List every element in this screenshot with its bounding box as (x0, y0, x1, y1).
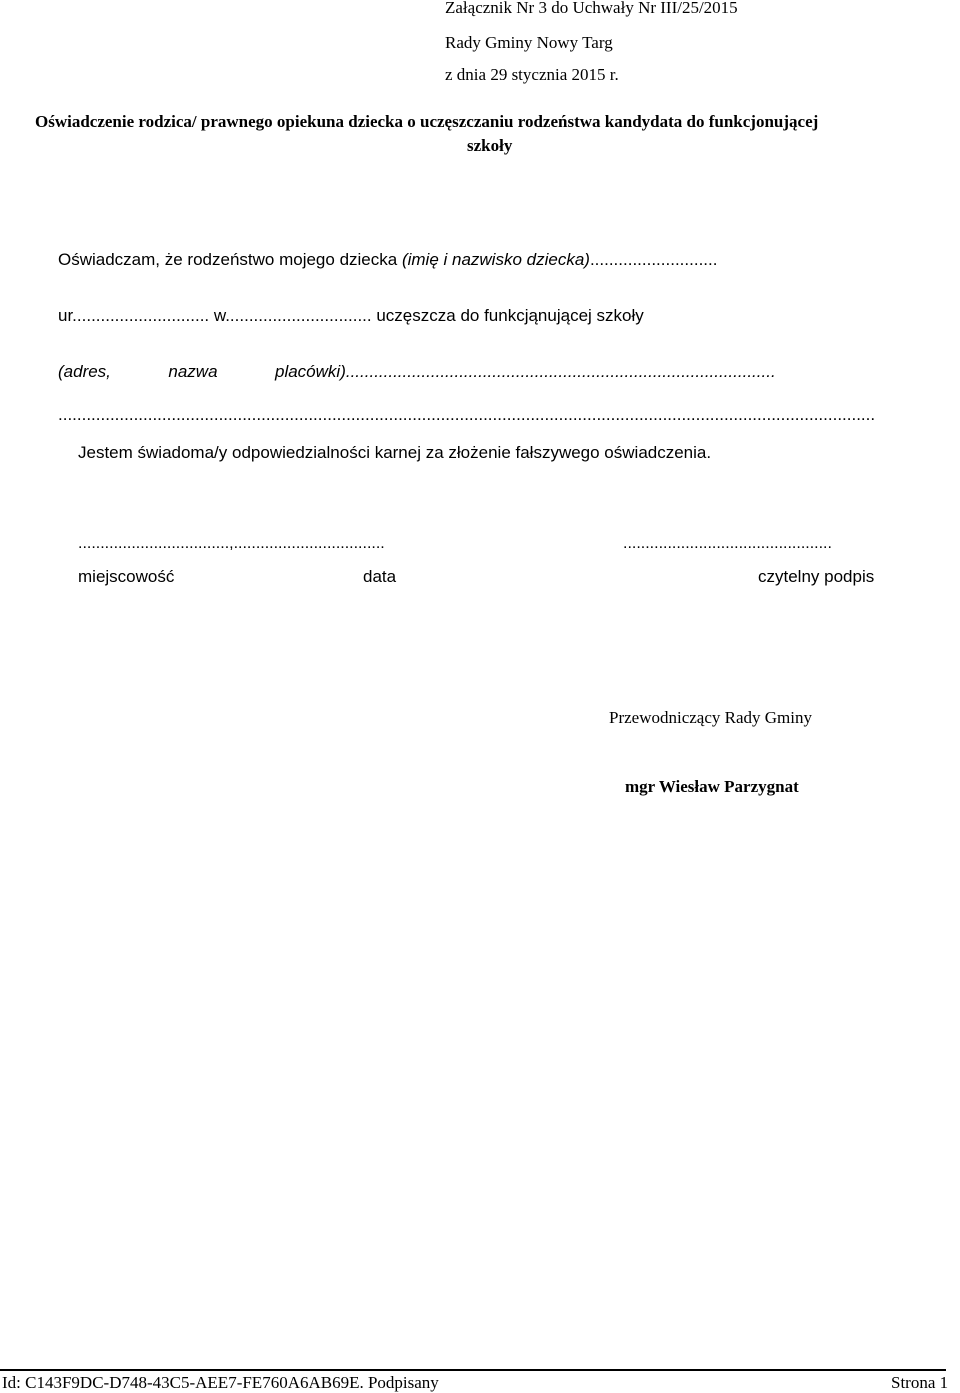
signature-blank: ............................................... (623, 535, 832, 552)
footer-document-id: Id: C143F9DC-D748-43C5-AEE7-FE760A6AB69E. Podpisany (2, 1373, 439, 1392)
signature-label: czytelny podpis (758, 567, 875, 586)
address-hint-word: (adres, (58, 362, 111, 381)
school-hint-blank: placówki)........................................................................................... (275, 362, 776, 381)
birth-school-line: ur............................. w............................... uczęszcza do funkcjąnującej szkoły (58, 306, 644, 325)
header-attachment-line: Załącznik Nr 3 do Uchwały Nr III/25/2015 (445, 0, 738, 17)
place-date-blank: ..................................,.................................. (78, 535, 385, 552)
name-hint-word: nazwa (168, 362, 218, 381)
chair-name: mgr Wiesław Parzygnat (625, 777, 799, 796)
header-date-line: z dnia 29 stycznia 2015 r. (445, 65, 619, 84)
footer-divider (0, 1369, 946, 1371)
child-name-hint: (imię i nazwisko dziecka) (401, 250, 590, 269)
declaration-text: Oświadczam, że rodzeństwo mojego dziecka (58, 250, 402, 269)
school-address-line (58, 362, 776, 382)
date-label: data (363, 567, 397, 586)
child-name-blank: ........................... (589, 250, 718, 269)
footer-page-number: Strona 1 (891, 1373, 949, 1392)
liability-statement: Jestem świadoma/y odpowiedzialności karnej za złożenie fałszywego oświadczenia. (78, 443, 712, 462)
header-council-line: Rady Gminy Nowy Targ (445, 33, 613, 52)
place-label: miejscowość (78, 567, 175, 586)
chair-role: Przewodniczący Rady Gminy (609, 708, 812, 727)
address-continuation-blank: ............................................................................................................................................................................. (58, 405, 876, 424)
document-title-line2: szkoły (467, 136, 513, 155)
declaration-line (58, 250, 717, 270)
document-title-line1: Oświadczenie rodzica/ prawnego opiekuna dziecka o uczęszczaniu rodzeństwa kandydata do funkcjonującej (35, 112, 819, 131)
